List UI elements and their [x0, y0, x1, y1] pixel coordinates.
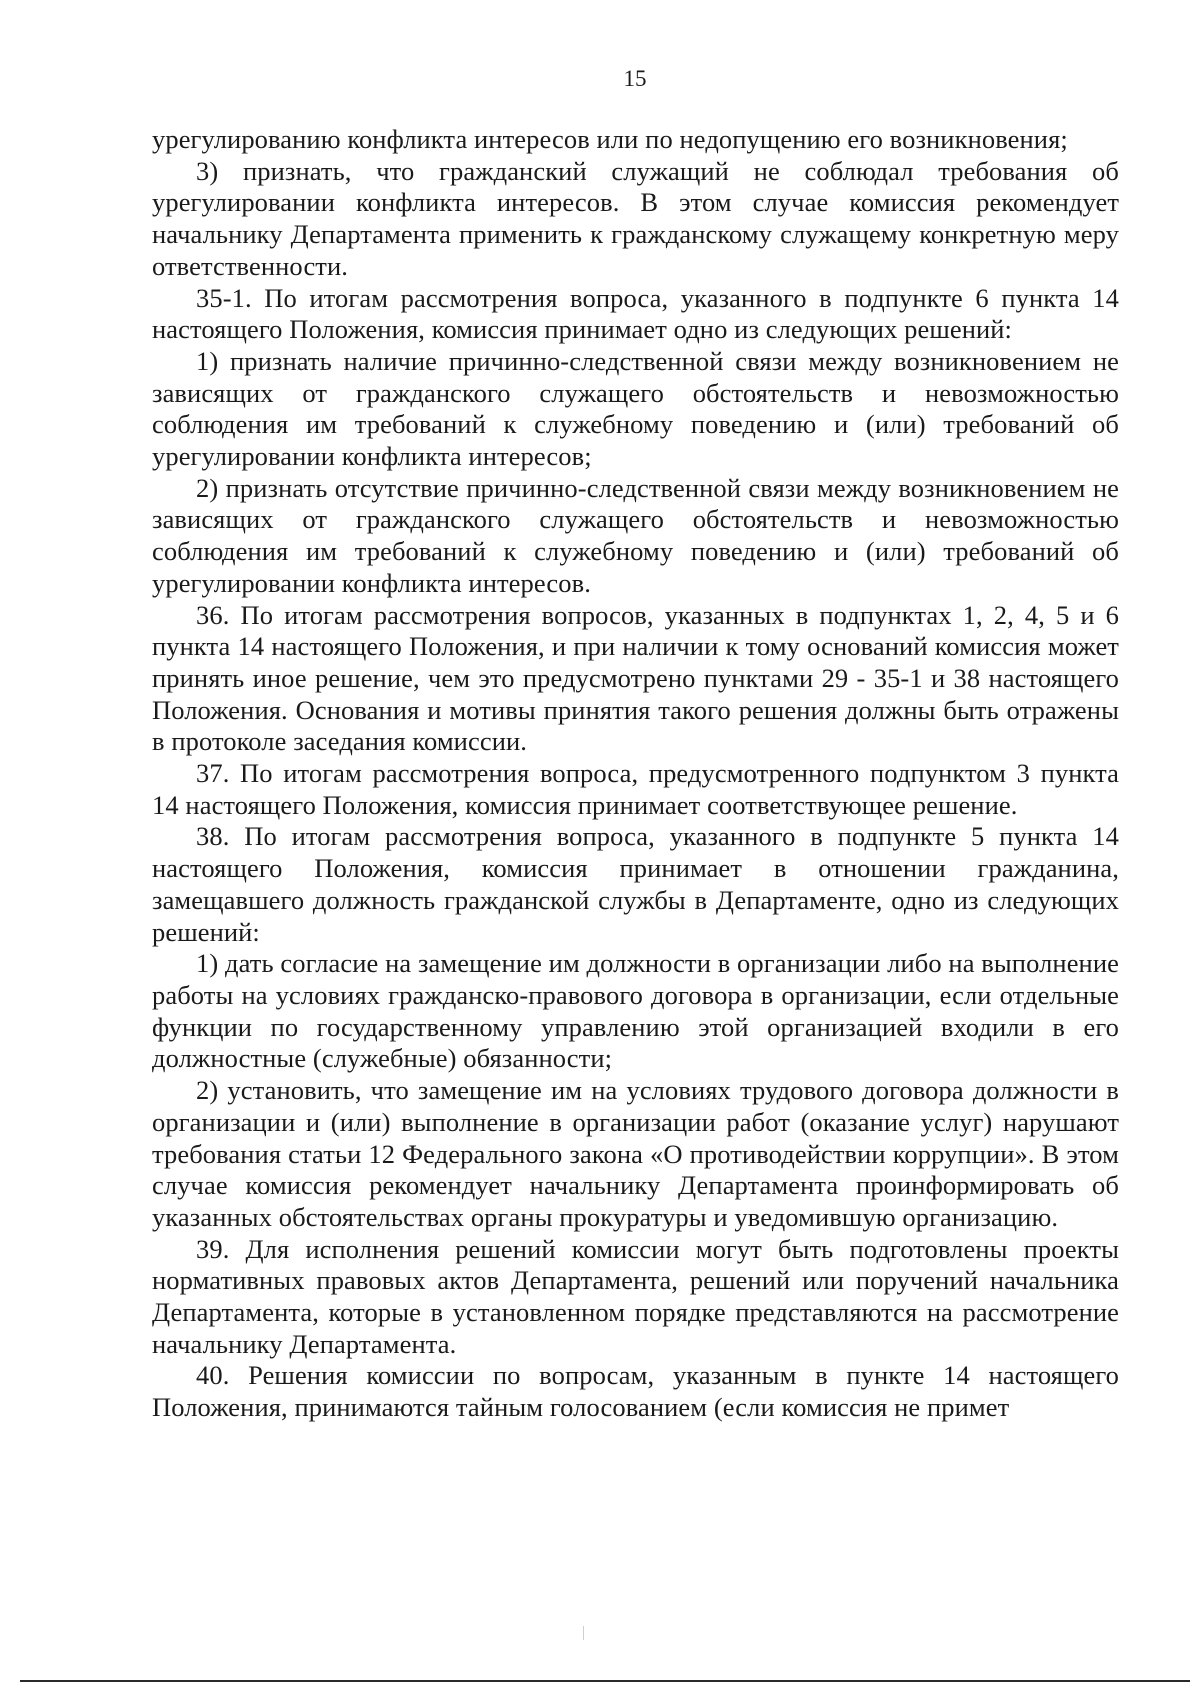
document-body	[152, 124, 1119, 1424]
paragraph-continuation: урегулированию конфликта интересов или по недопущению его возникновения;	[152, 124, 1068, 154]
paragraph-38-subitem-2: 2) установить, что замещение им на условиях трудового договора должности в организации и (или) выполнение в организации работ (оказание услуг) нарушают требования статьи 12 Федерального закона «О противодействии коррупции». В этом случае комиссия рекомендует начальнику Департамента проинформировать об указанных обстоятельствах органы прокуратуры и уведомившую организацию.	[152, 1075, 1119, 1232]
paragraph-37: 37. По итогам рассмотрения вопроса, предусмотренного подпунктом 3 пункта 14 настоящего Положения, комиссия принимает соответствующее решение.	[152, 758, 1119, 820]
paragraph-35-1-subitem-2: 2) признать отсутствие причинно-следственной связи между возникновением не зависящих от гражданского служащего обстоятельств и невозможностью соблюдения им требований к служебному поведению и (или) требований об урегулировании конфликта интересов.	[152, 472, 1119, 598]
paragraph-38-subitem-1: 1) дать согласие на замещение им должности в организации либо на выполнение работы на условиях гражданско-правового договора в организации, если отдельные функции по государственному управлению этой организацией входили в его должностные (служебные) обязанности;	[152, 948, 1119, 1074]
scan-artifact-mark	[583, 1626, 584, 1640]
page-number: 15	[623, 66, 647, 91]
paragraph-38: 38. По итогам рассмотрения вопроса, указанного в подпункте 5 пункта 14 настоящего Положения, комиссия принимает в отношении гражданина, замещавшего должность гражданской службы в Департаменте, одно из следующих решений:	[152, 821, 1119, 947]
paragraph-39: 39. Для исполнения решений комиссии могут быть подготовлены проекты нормативных правовых актов Департамента, решений или поручений начальника Департамента, которые в установленном порядке представляются на рассмотрение начальнику Департамента.	[152, 1233, 1119, 1359]
paragraph-35-1-subitem-1: 1) признать наличие причинно-следственной связи между возникновением не зависящих от гражданского служащего обстоятельств и невозможностью соблюдения им требований к служебному поведению и (или) требований об урегулировании конфликта интересов;	[152, 345, 1119, 472]
paragraph-35-1: 35-1. По итогам рассмотрения вопроса, указанного в подпункте 6 пункта 14 настоящего Положения, комиссия принимает одно из следующих решений:	[152, 282, 1119, 345]
paragraph-subitem-3: 3) признать, что гражданский служащий не соблюдал требования об урегулировании конфликта интересов. В этом случае комиссия рекомендует начальнику Департамента применить к гражданскому служащему конкретную меру ответственности.	[152, 155, 1119, 281]
page-bottom-edge	[20, 1680, 1190, 1682]
paragraph-36: 36. По итогам рассмотрения вопросов, указанных в подпунктах 1, 2, 4, 5 и 6 пункта 14 настоящего Положения, и при наличии к тому оснований комиссия может принять иное решение, чем это предусмотрено пунктами 29 - 35-1 и 38 настоящего Положения. Основания и мотивы принятия такого решения должны быть отражены в протоколе заседания комиссии.	[152, 599, 1119, 757]
paragraph-40: 40. Решения комиссии по вопросам, указанным в пункте 14 настоящего Положения, принимаются тайным голосованием (если комиссия не примет	[152, 1360, 1119, 1423]
